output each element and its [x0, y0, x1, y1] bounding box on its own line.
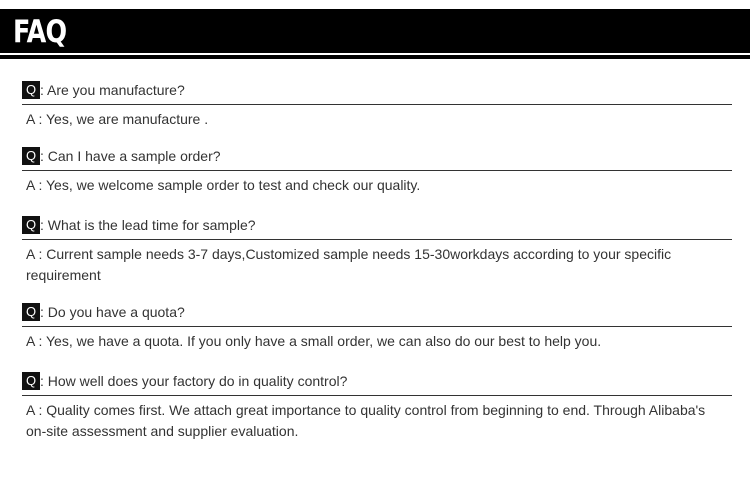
spacer [22, 130, 732, 142]
question-badge-icon: Q [22, 372, 40, 390]
answer-text: A : Quality comes first. We attach great importance to quality control from beginning to end. Through Alibaba's on-site assessment and supplier evaluation. [26, 402, 706, 439]
spacer [22, 286, 732, 298]
faq-header-bar [0, 9, 750, 53]
spacer [22, 196, 732, 211]
page-title: FAQ [13, 14, 67, 50]
answer-text: A : Yes, we welcome sample order to test and check our quality. [26, 177, 421, 193]
answer-text: A : Current sample needs 3-7 days,Customized sample needs 15-30workdays according to your specific requirement [26, 246, 672, 283]
header-divider [0, 55, 750, 59]
question-text: : Can I have a sample order? [40, 148, 221, 164]
question-row [22, 298, 732, 327]
question-badge-icon: Q [22, 81, 40, 99]
faq-list [22, 76, 732, 442]
question-text: : Are you manufacture? [40, 82, 185, 98]
question-row [22, 76, 732, 105]
faq-item [22, 76, 732, 130]
question-row [22, 211, 732, 240]
question-text: : What is the lead time for sample? [40, 217, 256, 233]
question-row [22, 142, 732, 171]
faq-item [22, 367, 732, 442]
faq-item [22, 298, 732, 352]
answer-text: A : Yes, we are manufacture . [26, 111, 209, 127]
spacer [22, 352, 732, 367]
faq-item [22, 211, 732, 286]
question-badge-icon: Q [22, 216, 40, 234]
answer-text: A : Yes, we have a quota. If you only have a small order, we can also do our best to help you. [26, 333, 602, 349]
question-badge-icon: Q [22, 303, 40, 321]
faq-item [22, 142, 732, 196]
question-text: : Do you have a quota? [40, 304, 185, 320]
question-row [22, 367, 732, 396]
question-text: : How well does your factory do in quality control? [40, 373, 348, 389]
question-badge-icon: Q [22, 147, 40, 165]
